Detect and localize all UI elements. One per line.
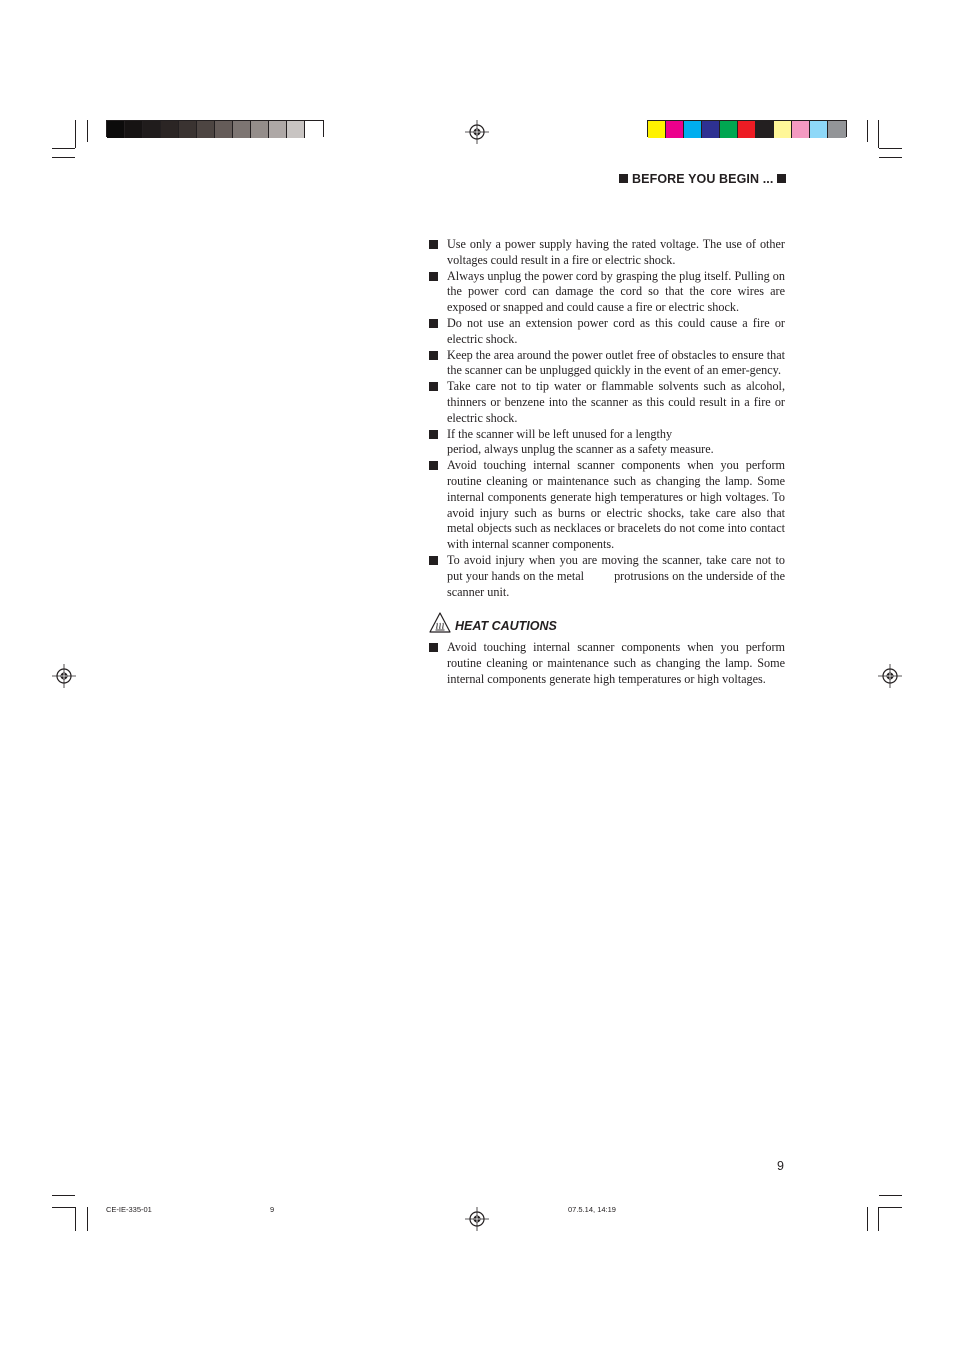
crop-mark xyxy=(878,1207,879,1231)
color-swatch xyxy=(143,121,161,138)
heat-caution-item: Avoid touching internal scanner components when you perform routine cleaning or maintenance such as changing the lamp. Some internal components generate high temperatures or high voltages. xyxy=(429,640,785,687)
safety-item: Use only a power supply having the rated voltage. The use of other voltages could result in a fire or electric shock. xyxy=(429,237,785,269)
crop-mark xyxy=(75,120,76,148)
registration-mark-icon xyxy=(52,664,76,688)
color-swatch xyxy=(251,121,269,138)
color-swatch xyxy=(269,121,287,138)
safety-precautions xyxy=(429,237,785,688)
color-swatch xyxy=(828,121,846,138)
color-swatch xyxy=(738,121,756,138)
color-swatch xyxy=(702,121,720,138)
registration-mark-icon xyxy=(465,1207,489,1231)
color-swatch xyxy=(774,121,792,138)
color-swatch xyxy=(810,121,828,138)
crop-mark xyxy=(52,148,75,149)
crop-mark xyxy=(87,120,88,142)
square-bullet-icon xyxy=(777,174,786,183)
color-swatch xyxy=(179,121,197,138)
crop-mark xyxy=(75,1207,76,1231)
registration-mark-icon xyxy=(878,664,902,688)
section-header xyxy=(619,172,786,186)
color-swatch xyxy=(233,121,251,138)
crop-mark xyxy=(867,1207,868,1231)
color-swatch xyxy=(287,121,305,138)
crop-mark xyxy=(867,120,868,142)
safety-item-line: period, always unplug the scanner as a safety measure. xyxy=(447,442,714,457)
section-title: BEFORE YOU BEGIN ... xyxy=(632,172,774,186)
heat-warning-icon xyxy=(429,612,451,634)
footer-doc-code: CE-IE-335-01 xyxy=(106,1205,152,1214)
crop-mark xyxy=(878,120,879,148)
safety-item-line: If the scanner will be left unused for a lengthy xyxy=(447,426,673,441)
crop-mark xyxy=(52,157,75,158)
page-number: 9 xyxy=(777,1159,784,1173)
safety-item-text: To avoid injury when you are moving the scanner, take care not to put your hands on the metal xyxy=(447,552,785,583)
safety-item: Always unplug the power cord by grasping the plug itself. Pulling on the power cord can damage the cord so that the core wires are exposed or snapped and could cause a fire or electric shock. xyxy=(429,269,785,316)
footer-timestamp: 07.5.14, 14:19 xyxy=(568,1205,616,1214)
safety-item: Take care not to tip water or flammable solvents such as alcohol, thinners or benzene into the scanner as this could result in a fire or electric shock. xyxy=(429,379,785,426)
registration-mark-icon xyxy=(465,120,489,144)
safety-item-text: protrusions on the underside of the scanner unit. xyxy=(447,568,785,599)
crop-mark xyxy=(52,1195,75,1196)
safety-item: Do not use an extension power cord as this could cause a fire or electric shock. xyxy=(429,316,785,348)
safety-item: Keep the area around the power outlet free of obstacles to ensure that the scanner can be unplugged quickly in the event of an emer-gency. xyxy=(429,348,785,380)
color-swatch xyxy=(107,121,125,138)
crop-mark xyxy=(52,1207,75,1208)
color-swatch xyxy=(720,121,738,138)
color-swatch xyxy=(756,121,774,138)
crop-mark xyxy=(879,1195,902,1196)
color-swatch xyxy=(215,121,233,138)
grayscale-color-bar xyxy=(106,120,324,137)
heat-cautions-title: HEAT CAUTIONS xyxy=(455,619,557,634)
square-bullet-icon xyxy=(619,174,628,183)
color-swatch xyxy=(792,121,810,138)
color-swatch xyxy=(161,121,179,138)
heat-cautions-heading xyxy=(429,616,785,638)
process-color-bar xyxy=(647,120,847,137)
color-swatch xyxy=(197,121,215,138)
crop-mark xyxy=(879,1207,902,1208)
footer-page: 9 xyxy=(270,1205,275,1214)
color-swatch xyxy=(648,121,666,138)
crop-mark xyxy=(87,1207,88,1231)
color-swatch xyxy=(125,121,143,138)
color-swatch xyxy=(305,121,323,138)
safety-item: Avoid touching internal scanner components when you perform routine cleaning or maintenance such as changing the lamp. Some internal components generate high temperatures or high voltages. To avoid injury such as burns or electric shocks, take care also that metal objects such as necklaces or bracelets do not come into contact with internal scanner components. xyxy=(429,458,785,553)
color-swatch xyxy=(684,121,702,138)
color-swatch xyxy=(666,121,684,138)
crop-mark xyxy=(879,157,902,158)
safety-item-unused xyxy=(429,427,785,459)
safety-item-moving xyxy=(429,553,785,600)
crop-mark xyxy=(879,148,902,149)
